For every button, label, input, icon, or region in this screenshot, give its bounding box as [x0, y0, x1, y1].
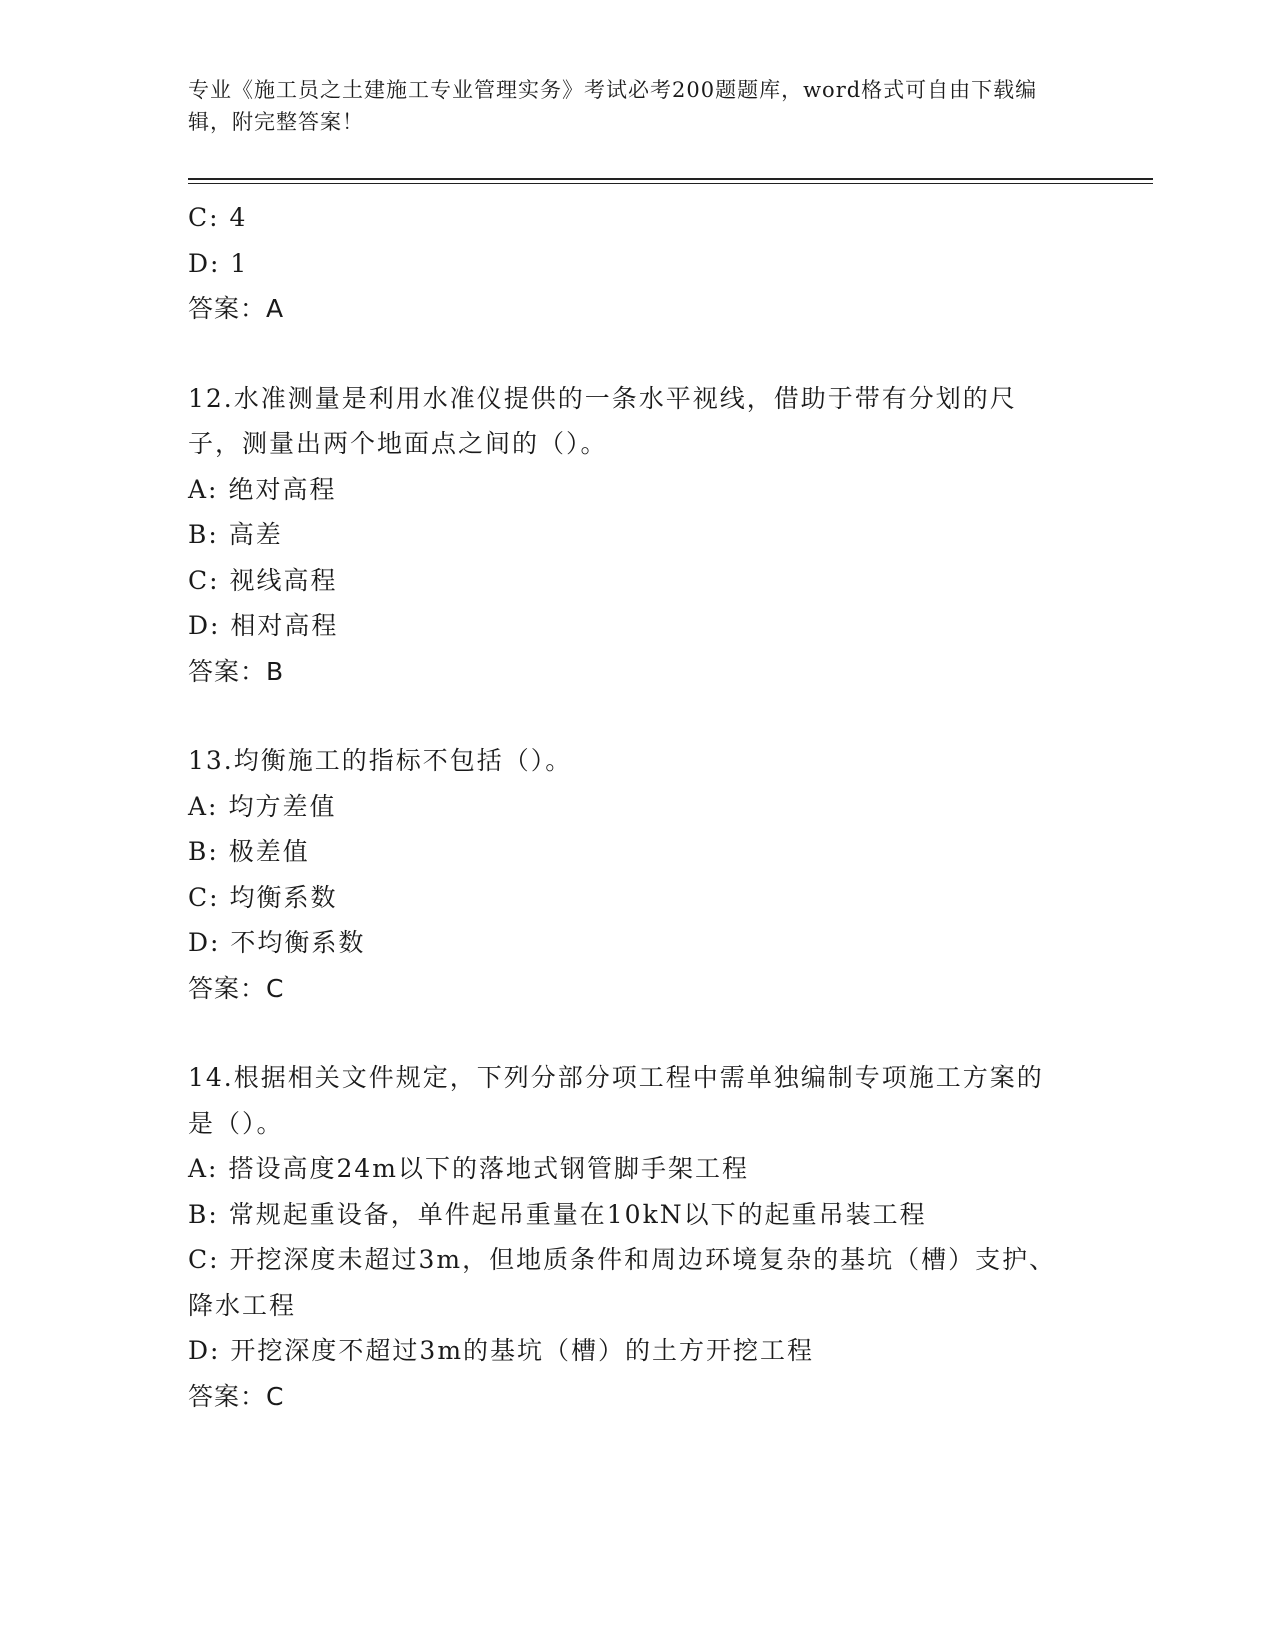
option-c [188, 558, 1088, 604]
question-stem: 12.水准测量是利用水准仪提供的一条水平视线，借助于带有分划的尺子，测量出两个地面点之间的（）。 [188, 383, 1017, 458]
option-label: D: [188, 611, 221, 640]
option-c [188, 195, 1088, 241]
option-text: 开挖深度未超过3m，但地质条件和周边环境复杂的基坑（槽）支护、降水工程 [188, 1245, 1057, 1320]
answer-line: 答案：C [188, 973, 285, 1003]
option-d [188, 1328, 1088, 1374]
option-label: C: [188, 565, 220, 595]
option-label: C: [188, 1245, 220, 1274]
option-text: 不均衡系数 [230, 928, 366, 957]
option-label: D: [188, 928, 221, 957]
option-label: B: [188, 1199, 219, 1229]
option-d [188, 920, 1088, 966]
option-c [188, 875, 1088, 921]
option-d [188, 603, 1088, 649]
question-block [188, 1055, 1088, 1419]
option-b [188, 829, 1088, 875]
option-label: D: [188, 1336, 221, 1365]
option-b [188, 1192, 1088, 1238]
option-label: D: [188, 248, 221, 278]
option-text: 常规起重设备，单件起吊重量在10kN以下的起重吊装工程 [228, 1199, 927, 1229]
answer-line: 答案：B [188, 656, 285, 686]
header-divider-thick [188, 178, 1153, 180]
question-list [188, 195, 1088, 1419]
option-d [188, 241, 1088, 287]
option-label: C: [188, 203, 220, 232]
option-label: A: [188, 474, 219, 504]
question-block [188, 738, 1088, 1011]
option-a [188, 784, 1088, 830]
option-label: C: [188, 882, 220, 912]
option-text: 绝对高程 [228, 474, 337, 504]
option-b [188, 512, 1088, 558]
option-text: 视线高程 [229, 565, 338, 595]
option-c [188, 1237, 1068, 1328]
previous-question-tail [188, 195, 1088, 332]
option-text: 均方差值 [228, 791, 337, 821]
question-stem: 14.根据相关文件规定，下列分部分项工程中需单独编制专项施工方案的是（）。 [188, 1063, 1044, 1138]
question-block [188, 376, 1088, 695]
header-divider-thin [188, 183, 1153, 184]
option-label: A: [188, 1154, 219, 1183]
option-text: 均衡系数 [229, 882, 338, 912]
answer-line: 答案：A [188, 294, 285, 323]
question-spacer [188, 694, 1088, 738]
option-a [188, 1146, 1088, 1192]
option-text: 4 [229, 203, 248, 232]
document-header [188, 74, 1068, 138]
option-label: B: [188, 837, 219, 866]
question-spacer [188, 1011, 1088, 1055]
option-text: 1 [230, 248, 249, 278]
question-spacer [188, 332, 1088, 376]
answer-line: 答案：C [188, 1381, 285, 1411]
option-text: 开挖深度不超过3m的基坑（槽）的土方开挖工程 [230, 1336, 815, 1365]
option-text: 相对高程 [230, 611, 339, 640]
option-text: 高差 [228, 520, 283, 549]
option-text: 极差值 [228, 837, 310, 866]
option-a [188, 467, 1088, 513]
option-label: B: [188, 520, 219, 549]
question-stem: 13.均衡施工的指标不包括（）。 [188, 746, 573, 775]
option-text: 搭设高度24m以下的落地式钢管脚手架工程 [228, 1154, 749, 1183]
header-text: 专业《施工员之土建施工专业管理实务》考试必考200题题库，word格式可自由下载编辑，附完整答案！ [188, 78, 1038, 134]
option-label: A: [188, 791, 219, 821]
